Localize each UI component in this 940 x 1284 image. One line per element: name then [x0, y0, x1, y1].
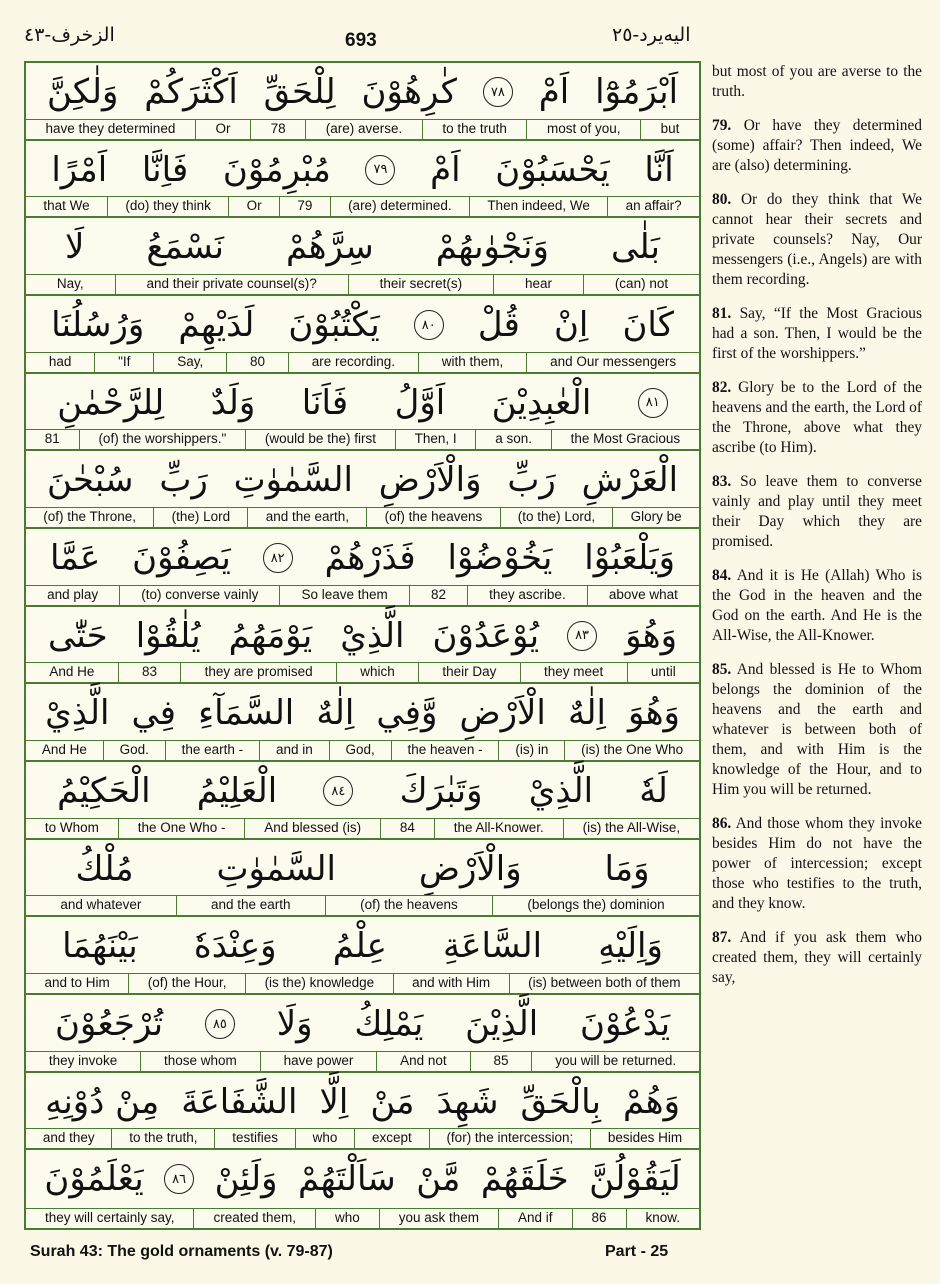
- arabic-word: وَهُوَ: [625, 615, 677, 656]
- verse-translation: [712, 116, 922, 176]
- arabic-line: [26, 1073, 699, 1131]
- arabic-word: وَلَئِنْ: [214, 1159, 278, 1200]
- word-translation-cell: (are) averse.: [305, 120, 422, 139]
- verse-text: but most of you are averse to the truth.: [712, 63, 922, 100]
- word-translation-cell: to the truth,: [111, 1129, 214, 1148]
- arabic-line: [26, 374, 699, 432]
- arabic-word: مِنْ دُوْنِهِ: [45, 1081, 160, 1122]
- arabic-word: اِلَّا: [319, 1081, 349, 1122]
- verse-number: 80.: [712, 191, 732, 208]
- arabic-word: الْعَرْشِ: [581, 460, 679, 501]
- word-translation-cell: 81: [44, 431, 60, 447]
- arabic-word: يَحْسَبُوْنَ: [495, 149, 610, 190]
- word-translation-cell: the earth -: [165, 741, 259, 760]
- arabic-word: الَّذِيْنَ: [465, 1004, 539, 1044]
- word-translation-cell: have they determined: [45, 120, 176, 136]
- arabic-line: [26, 917, 699, 975]
- word-translation-cell: testifies: [214, 1129, 294, 1148]
- verse-block: [26, 607, 699, 685]
- arabic-word: وَرُسُلُنَا: [51, 305, 145, 345]
- verse-text: And it is He (Allah) Who is the God in the heaven and the God on the earth. And He is the All-Wise, the All-Knower.: [712, 567, 923, 644]
- arabic-word: رَبِّ: [159, 460, 208, 501]
- translation-line: [26, 662, 699, 682]
- arabic-word: وَهُوَ: [628, 693, 680, 734]
- arabic-word: بِالْحَقِّ: [520, 1081, 601, 1122]
- word-translation-cell: their Day: [418, 663, 520, 682]
- word-translation-cell: (is) the One Who: [564, 741, 699, 760]
- word-translation-cell: most of you,: [526, 120, 640, 139]
- verse-block: [26, 840, 699, 918]
- verse-number: 81.: [712, 305, 732, 322]
- ayah-number-marker: ٨٤: [323, 776, 353, 806]
- verse-text: Or have they determined (some) affair? Then indeed, We are (also) determining.: [712, 117, 922, 174]
- arabic-word: وَيَلْعَبُوْا: [584, 538, 676, 578]
- verse-block: [26, 917, 699, 995]
- word-translation-cell: (is the) knowledge: [245, 974, 393, 993]
- word-translation-cell: the Most Gracious: [551, 430, 699, 449]
- arabic-word: لَدَيْهِمْ: [178, 305, 255, 345]
- verse-text: Say, “If the Most Gracious had a son. Then, I would be the first of the worshippers.”: [712, 305, 922, 362]
- verse-number: 84.: [712, 567, 732, 584]
- arabic-line: [26, 607, 699, 665]
- translation-line: [26, 196, 699, 216]
- word-translation-cell: And blessed (is): [244, 819, 380, 838]
- word-translation-cell: with them,: [418, 353, 526, 372]
- arabic-word: لَيَقُوْلُنَّ: [589, 1159, 681, 1200]
- arabic-word: فَاِنَّا: [141, 149, 189, 190]
- arabic-word: فَاَنَا: [301, 382, 349, 423]
- arabic-word: يَمْلِكُ: [354, 1004, 424, 1044]
- word-translation-cell: God.: [103, 741, 165, 760]
- word-translation-cell: (for) the intercession;: [429, 1129, 590, 1148]
- arabic-word: يَعْلَمُوْنَ: [44, 1159, 144, 1200]
- word-translation-cell: they are promised: [180, 663, 336, 682]
- translation-line: [26, 1128, 699, 1148]
- word-translation-cell: (is) in: [498, 741, 564, 760]
- verse-translation: [712, 566, 922, 646]
- arabic-word: السَّاعَةِ: [443, 926, 543, 967]
- arabic-word: اَبْرَمُوْٓا: [595, 72, 679, 112]
- arabic-word: وَالْاَرْضِ: [418, 848, 522, 889]
- translation-line: [26, 274, 699, 294]
- arabic-word: عِلْمُ: [332, 926, 387, 967]
- word-translation-cell: So leave them: [279, 586, 408, 605]
- arabic-word: لَهٗ: [639, 771, 668, 811]
- word-translation-cell: above what: [587, 586, 699, 605]
- translation-line: [26, 1051, 699, 1071]
- arabic-word: وَلَا: [276, 1004, 313, 1044]
- word-translation-cell: Glory be: [612, 508, 699, 527]
- verse-translation: [712, 472, 922, 552]
- word-translation-cell: those whom: [140, 1052, 260, 1071]
- word-translation-cell: but: [640, 120, 699, 139]
- arabic-line: [26, 451, 699, 509]
- arabic-word: الَّذِيْ: [340, 615, 405, 656]
- arabic-word: وَمَا: [604, 848, 650, 889]
- word-translation-cell: And He: [49, 664, 95, 680]
- word-translation-cell: except: [354, 1129, 428, 1148]
- verse-block: [26, 141, 699, 219]
- word-translation-cell: and play: [47, 586, 99, 602]
- word-translation-cell: and they: [42, 1130, 95, 1146]
- arabic-word: سِرَّهُمْ: [285, 227, 374, 268]
- word-translation-cell: and the earth: [176, 896, 325, 915]
- translation-line: [26, 973, 699, 993]
- word-translation-cell: "If: [94, 353, 153, 372]
- word-translation-cell: and in: [259, 741, 329, 760]
- arabic-line: [26, 840, 699, 898]
- verse-text: So leave them to converse vainly and play until they meet their Day which they are promised.: [712, 473, 922, 550]
- word-translation-cell: Nay,: [56, 275, 84, 291]
- word-translation-cell: and their private counsel(s)?: [115, 275, 348, 294]
- arabic-word: وَهُمْ: [623, 1081, 680, 1122]
- ayah-number-marker: ٨٠: [414, 310, 444, 340]
- arabic-word: اَمْرًا: [51, 149, 108, 190]
- word-translation-cell: (to the) Lord,: [500, 508, 613, 527]
- arabic-word: عَمَّا: [49, 538, 101, 578]
- word-translation-cell: the One Who -: [118, 819, 245, 838]
- arabic-word: اَوَّلُ: [394, 382, 446, 423]
- word-translation-cell: 78: [250, 120, 305, 139]
- word-translation-cell: are recording.: [288, 353, 418, 372]
- word-translation-cell: created them,: [193, 1209, 315, 1228]
- part-footer-label: Part - 25: [605, 1243, 669, 1260]
- word-translation-cell: until: [627, 663, 699, 682]
- arabic-word: اِلٰهٌ: [316, 693, 355, 734]
- word-translation-cell: Then indeed, We: [469, 197, 607, 216]
- verse-number: 82.: [712, 379, 732, 396]
- surah-footer-title: Surah 43: The gold ornaments (v. 79-87): [30, 1243, 333, 1260]
- arabic-word: الْاَرْضِ: [459, 693, 546, 734]
- word-translation-cell: Say,: [153, 353, 226, 372]
- arabic-word: الشَّفَاعَةَ: [181, 1081, 298, 1122]
- verse-translation: [712, 62, 922, 102]
- verse-number: 86.: [712, 815, 732, 832]
- verse-translation: [712, 928, 922, 988]
- word-translation-cell: And if: [498, 1209, 572, 1228]
- word-translation-cell: 79: [279, 197, 330, 216]
- verse-number: 85.: [712, 661, 732, 678]
- part-name-arabic: اليه‌يرد-٢٥: [612, 24, 691, 46]
- word-translation-cell: their secret(s): [348, 275, 493, 294]
- word-translation-cell: which: [336, 663, 418, 682]
- translation-line: [26, 352, 699, 372]
- arabic-word: وَاِلَيْهِ: [598, 926, 663, 967]
- arabic-line: [26, 529, 699, 587]
- word-translation-cell: Or: [228, 197, 279, 216]
- arabic-line: [26, 684, 699, 742]
- arabic-word: لِلرَّحْمٰنِ: [57, 382, 165, 423]
- arabic-word: سَاَلْتَهُمْ: [298, 1159, 396, 1200]
- arabic-line: [26, 63, 699, 121]
- verse-block: [26, 684, 699, 762]
- arabic-line: [26, 995, 699, 1053]
- arabic-word: يَصِفُوْنَ: [132, 538, 231, 578]
- ayah-number-marker: ٧٩: [365, 155, 395, 185]
- ayah-number-marker: ٨٣: [567, 621, 597, 651]
- word-translation-cell: 85: [470, 1052, 532, 1071]
- arabic-word: وَالْاَرْضِ: [378, 460, 482, 501]
- translation-line: [26, 429, 699, 449]
- arabic-word: يَخُوْضُوْا: [447, 538, 553, 578]
- word-translation-cell: (is) the All-Wise,: [563, 819, 699, 838]
- word-translation-cell: (are) determined.: [330, 197, 469, 216]
- word-translation-cell: Or: [195, 120, 250, 139]
- word-translation-cell: Then, I: [395, 430, 476, 449]
- word-translation-cell: the heaven -: [391, 741, 499, 760]
- verse-number: 79.: [712, 117, 732, 134]
- word-translation-cell: to Whom: [44, 819, 99, 835]
- word-translation-cell: have power: [260, 1052, 377, 1071]
- word-translation-cell: (can) not: [583, 275, 699, 294]
- word-translation-cell: (of) the heavens: [366, 508, 499, 527]
- arabic-word: مُبْرِمُوْنَ: [222, 149, 331, 190]
- arabic-word: مَنْ: [370, 1081, 415, 1122]
- word-translation-cell: 84: [380, 819, 434, 838]
- arabic-word: اَنَّا: [644, 149, 674, 190]
- word-translation-cell: besides Him: [590, 1129, 699, 1148]
- arabic-word: وَنَجْوٰىهُمْ: [435, 227, 549, 268]
- word-translation-cell: (to) converse vainly: [119, 586, 279, 605]
- arabic-word: لَا: [65, 227, 85, 268]
- arabic-word: وَلٰكِنَّ: [46, 72, 119, 112]
- page-number: 693: [345, 30, 377, 51]
- arabic-word: لِلْحَقِّ: [263, 72, 336, 112]
- arabic-word: الْعٰبِدِيْنَ: [491, 382, 592, 423]
- word-translation-cell: you will be returned.: [531, 1052, 699, 1071]
- verse-number: 83.: [712, 473, 732, 490]
- word-translation-cell: and to Him: [44, 974, 110, 990]
- arabic-word: وَعِنْدَهٗ: [193, 926, 277, 967]
- arabic-word: سُبْحٰنَ: [46, 460, 134, 501]
- word-translation-cell: (of) the Throne,: [43, 508, 137, 524]
- word-translation-cell: God,: [329, 741, 391, 760]
- verse-number: 87.: [712, 929, 732, 946]
- verse-text: Or do they think that We cannot hear their secrets and private counsels? Nay, Our messengers (i.e., Angels) are with them recording.: [712, 191, 922, 288]
- arabic-word: اِنْ: [553, 305, 589, 345]
- arabic-word: مُلْكُ: [75, 848, 134, 889]
- arabic-word: يَوْمَهُمُ: [228, 615, 313, 656]
- word-translation-cell: you ask them: [379, 1209, 498, 1228]
- arabic-word: مَّنْ: [416, 1159, 461, 1200]
- arabic-word: فِي: [131, 693, 177, 734]
- word-translation-cell: a son.: [475, 430, 550, 449]
- word-translation-cell: and with Him: [393, 974, 509, 993]
- word-translation-cell: and whatever: [60, 897, 142, 913]
- arabic-word: وَّفِي: [376, 693, 438, 734]
- ayah-number-marker: ٨٥: [205, 1009, 235, 1039]
- arabic-word: السَّمَآءِ: [198, 693, 295, 734]
- arabic-line: [26, 296, 699, 354]
- verse-block: [26, 762, 699, 840]
- word-translation-cell: (of) the worshippers.": [79, 430, 245, 449]
- arabic-word: اَكْثَرَكُمْ: [144, 72, 238, 112]
- verse-block: [26, 296, 699, 374]
- word-translation-cell: they will certainly say,: [44, 1209, 175, 1225]
- word-translation-cell: (is) between both of them: [509, 974, 699, 993]
- word-translation-cell: an affair?: [607, 197, 699, 216]
- arabic-word: قُلْ: [477, 305, 520, 345]
- arabic-line: [26, 1150, 699, 1208]
- verse-text: And if you ask them who created them, they will certainly say,: [712, 929, 923, 986]
- arabic-word: رَبِّ: [507, 460, 556, 501]
- word-translation-cell: (of) the heavens: [325, 896, 492, 915]
- word-translation-cell: they meet: [520, 663, 627, 682]
- word-translation-cell: (belongs the) dominion: [492, 896, 699, 915]
- arabic-word: اَمْ: [430, 149, 461, 190]
- word-translation-cell: and Our messengers: [526, 353, 699, 372]
- word-translation-cell: 86: [572, 1209, 626, 1228]
- verse-text: And blessed is He to Whom belongs the dominion of the heavens and the earth and whatever is between both of them, and with Him is the knowledge of the Hour, and to Him you will be returned.: [712, 661, 922, 798]
- translation-line: [26, 585, 699, 605]
- arabic-word: اِلٰهٌ: [567, 693, 606, 734]
- translation-line: [26, 740, 699, 760]
- word-translation-cell: they ascribe.: [467, 586, 587, 605]
- word-translation-cell: (do) they think: [107, 197, 228, 216]
- verse-block: [26, 451, 699, 529]
- translation-line: [26, 507, 699, 527]
- word-translation-cell: hear: [493, 275, 583, 294]
- verse-translation: [712, 190, 922, 290]
- word-translation-cell: the All-Knower.: [434, 819, 563, 838]
- word-translation-cell: And not: [376, 1052, 469, 1071]
- word-translation-cell: know.: [626, 1209, 700, 1228]
- arabic-line: [26, 218, 699, 276]
- word-by-word-grid: [24, 61, 701, 1230]
- arabic-word: يَكْتُبُوْنَ: [288, 305, 380, 345]
- arabic-word: وَتَبٰرَكَ: [399, 771, 483, 811]
- word-translation-cell: they invoke: [48, 1052, 118, 1068]
- word-translation-cell: 83: [118, 663, 181, 682]
- arabic-word: نَسْمَعُ: [146, 227, 224, 268]
- verse-translation: [712, 378, 922, 458]
- surah-name-arabic: الزخرف-٤٣: [24, 24, 115, 46]
- word-translation-cell: who: [315, 1209, 379, 1228]
- arabic-word: الْعَلِيْمُ: [196, 771, 278, 811]
- word-translation-cell: that We: [43, 198, 90, 214]
- verse-translation: [712, 660, 922, 800]
- arabic-line: [26, 141, 699, 199]
- arabic-word: السَّمٰوٰتِ: [233, 460, 353, 501]
- verse-block: [26, 529, 699, 607]
- translation-line: [26, 119, 699, 139]
- ayah-number-marker: ٨٦: [164, 1164, 194, 1194]
- verse-block: [26, 1073, 699, 1151]
- arabic-word: وَلَدٌ: [210, 382, 256, 423]
- arabic-word: كٰرِهُوْنَ: [361, 72, 457, 112]
- arabic-word: الَّذِيْ: [45, 693, 110, 734]
- translation-column: [712, 62, 922, 1002]
- ayah-number-marker: ٨٢: [263, 543, 293, 573]
- arabic-word: يُوْعَدُوْنَ: [432, 615, 540, 656]
- verse-translation: [712, 814, 922, 914]
- arabic-word: يَدْعُوْنَ: [579, 1004, 671, 1044]
- verse-block: [26, 374, 699, 452]
- ayah-number-marker: ٧٨: [483, 77, 513, 107]
- arabic-word: شَهِدَ: [436, 1081, 499, 1122]
- word-translation-cell: had: [48, 353, 72, 369]
- arabic-word: يُلٰقُوْا: [135, 615, 201, 656]
- verse-block: [26, 218, 699, 296]
- translation-line: [26, 1208, 699, 1228]
- word-translation-cell: And He: [41, 741, 87, 757]
- word-translation-cell: (of) the Hour,: [128, 974, 245, 993]
- word-translation-cell: who: [295, 1129, 354, 1148]
- arabic-word: كَانَ: [622, 305, 674, 345]
- arabic-word: حَتّٰى: [48, 615, 108, 656]
- word-translation-cell: to the truth: [422, 120, 527, 139]
- arabic-word: بَلٰى: [610, 227, 660, 268]
- ayah-number-marker: ٨١: [638, 388, 668, 418]
- verse-block: [26, 995, 699, 1073]
- word-translation-cell: (would be the) first: [245, 430, 395, 449]
- verse-block: [26, 1150, 699, 1228]
- arabic-word: خَلَقَهُمْ: [480, 1159, 569, 1200]
- translation-line: [26, 895, 699, 915]
- arabic-line: [26, 762, 699, 820]
- arabic-word: تُرْجَعُوْنَ: [54, 1004, 164, 1044]
- verse-block: [26, 63, 699, 141]
- verse-text: And those whom they invoke besides Him do not have the power of intercession; except those who testifies to the truth, and they know.: [712, 815, 923, 912]
- verse-translation: [712, 304, 922, 364]
- arabic-word: فَذَرْهُمْ: [324, 538, 416, 578]
- verse-text: Glory be to the Lord of the heavens and the earth, the Lord of the Throne, above what they ascribe (to Him).: [712, 379, 922, 456]
- word-translation-cell: (the) Lord: [153, 508, 247, 527]
- arabic-word: اَمْ: [538, 72, 570, 112]
- word-translation-cell: 82: [409, 586, 467, 605]
- arabic-word: الْحَكِيْمُ: [57, 771, 151, 811]
- word-translation-cell: and the earth,: [247, 508, 366, 527]
- arabic-word: السَّمٰوٰتِ: [216, 848, 336, 889]
- arabic-word: الَّذِيْ: [528, 771, 594, 811]
- word-translation-cell: 80: [226, 353, 288, 372]
- translation-line: [26, 818, 699, 838]
- arabic-word: بَيْنَهُمَا: [62, 926, 138, 967]
